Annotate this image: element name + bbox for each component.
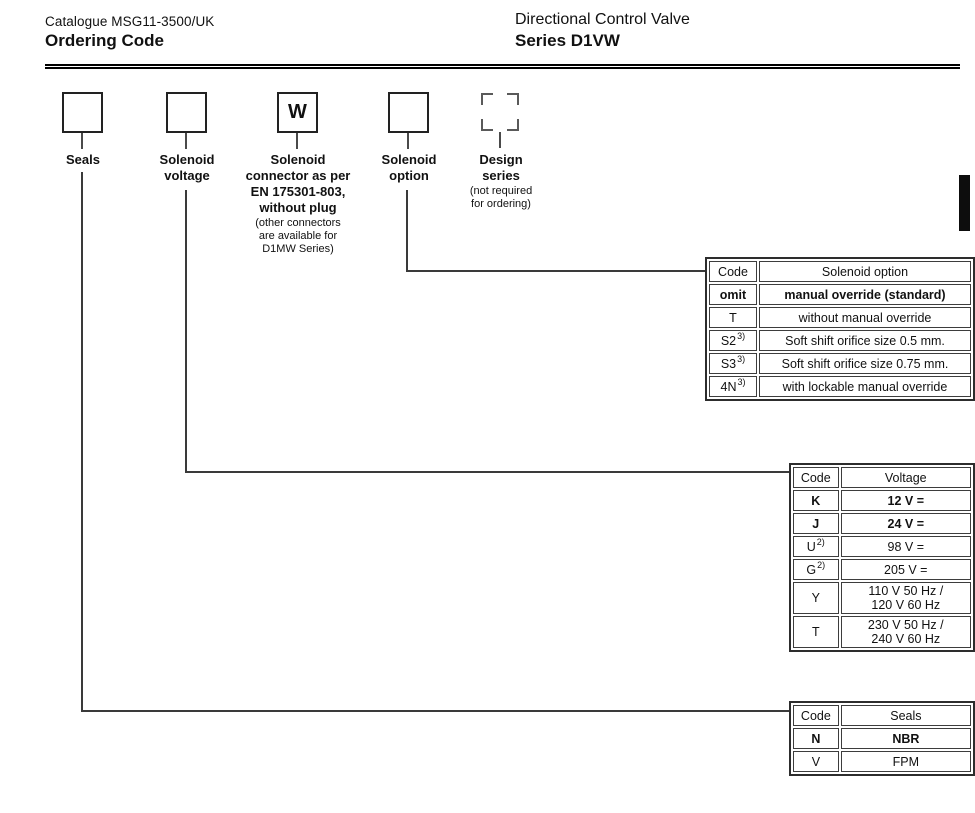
column-header-code: Code: [793, 467, 839, 488]
label-solenoid-option: Solenoid option: [381, 152, 437, 183]
line-voltage-horizontal: [185, 471, 790, 473]
table-row: [793, 490, 971, 511]
table-row: [709, 353, 971, 374]
seals-table: [789, 701, 975, 776]
connector-stub: [296, 133, 298, 149]
page-edge-tab: [959, 175, 970, 231]
label-seals: Seals: [66, 152, 100, 167]
code-box-design-series: [481, 93, 519, 131]
solenoid-option-table: [705, 257, 975, 401]
code-cell: T: [793, 616, 839, 648]
column-header-voltage: Voltage: [841, 467, 971, 488]
column-header-option: Solenoid option: [759, 261, 971, 282]
table-row: [793, 751, 971, 772]
value-cell: Soft shift orifice size 0.5 mm.: [759, 330, 971, 351]
value-cell: 230 V 50 Hz / 240 V 60 Hz: [841, 616, 971, 648]
voltage-table: [789, 463, 975, 652]
label-solenoid-connector: Solenoid connector as per EN 175301-803, without plug (other connectors are available for D1MW Series): [222, 152, 374, 256]
value-cell: manual override (standard): [759, 284, 971, 305]
line-voltage-vertical: [185, 190, 187, 473]
value-cell: Soft shift orifice size 0.75 mm.: [759, 353, 971, 374]
table-header-row: [709, 261, 971, 282]
code-cell: 4N$^{3)}$: [709, 376, 757, 397]
label-solenoid-voltage: Solenoid voltage: [159, 152, 215, 183]
column-header-code: Code: [709, 261, 757, 282]
value-cell: 12 V =: [841, 490, 971, 511]
code-cell: J: [793, 513, 839, 534]
voltage-table-grid: [791, 465, 973, 650]
footnote-marker: 3): [737, 354, 746, 365]
footnote-marker: 2): [817, 560, 826, 571]
seals-table-grid: [791, 703, 973, 774]
value-cell: 98 V =: [841, 536, 971, 557]
code-box-option: [388, 92, 429, 133]
code-cell: K: [793, 490, 839, 511]
column-header-code: Code: [793, 705, 839, 726]
footnote-marker: 3): [737, 331, 746, 342]
catalogue-number: Catalogue MSG11-3500/UK: [45, 14, 215, 29]
corner-mark-icon: [481, 93, 493, 105]
code-cell: S2$^{3)}$: [709, 330, 757, 351]
corner-mark-icon: [481, 119, 493, 131]
table-row: [709, 376, 971, 397]
table-row: [709, 284, 971, 305]
table-header-row: [793, 705, 971, 726]
value-cell: with lockable manual override: [759, 376, 971, 397]
header-rule: [45, 64, 960, 69]
line-seals-horizontal: [81, 710, 790, 712]
table-row: [709, 330, 971, 351]
code-cell: N: [793, 728, 839, 749]
table-row: [709, 307, 971, 328]
corner-mark-icon: [507, 93, 519, 105]
label-note: (other connectors are available for D1MW Series): [255, 217, 341, 255]
connector-stub: [407, 133, 409, 149]
table-header-row: [793, 467, 971, 488]
connector-stub: [185, 133, 187, 149]
series-name: Series D1VW: [515, 31, 620, 50]
product-name: Directional Control Valve: [515, 11, 690, 28]
corner-mark-icon: [507, 119, 519, 131]
table-row: [793, 616, 971, 648]
code-cell: Y: [793, 582, 839, 614]
value-cell: without manual override: [759, 307, 971, 328]
solenoid-option-table-grid: [707, 259, 973, 399]
code-cell: V: [793, 751, 839, 772]
value-cell: 24 V =: [841, 513, 971, 534]
code-cell: S3$^{3)}$: [709, 353, 757, 374]
value-cell: FPM: [841, 751, 971, 772]
label-note: (not required for ordering): [469, 185, 533, 210]
table-row: [793, 559, 971, 580]
table-row: [793, 513, 971, 534]
connector-stub: [81, 133, 83, 149]
line-seals-vertical: [81, 172, 83, 712]
column-header-seals: Seals: [841, 705, 971, 726]
value-cell: 205 V =: [841, 559, 971, 580]
value-cell: NBR: [841, 728, 971, 749]
code-box-connector: W: [277, 92, 318, 133]
table-row: [793, 582, 971, 614]
footnote-marker: 2): [816, 537, 825, 548]
table-row: [793, 536, 971, 557]
line-option-vertical: [406, 190, 408, 272]
code-cell: T: [709, 307, 757, 328]
code-cell: omit: [709, 284, 757, 305]
value-cell: 110 V 50 Hz / 120 V 60 Hz: [841, 582, 971, 614]
line-option-horizontal: [406, 270, 705, 272]
table-row: [793, 728, 971, 749]
label-design-series: Design series (not required for ordering): [457, 152, 545, 211]
code-cell: U$^{2)}$: [793, 536, 839, 557]
code-box-voltage: [166, 92, 207, 133]
page-title: Ordering Code: [45, 31, 165, 50]
code-cell: G$^{2)}$: [793, 559, 839, 580]
code-box-seals: [62, 92, 103, 133]
connector-stub: [499, 132, 501, 148]
footnote-marker: 3): [737, 377, 746, 388]
